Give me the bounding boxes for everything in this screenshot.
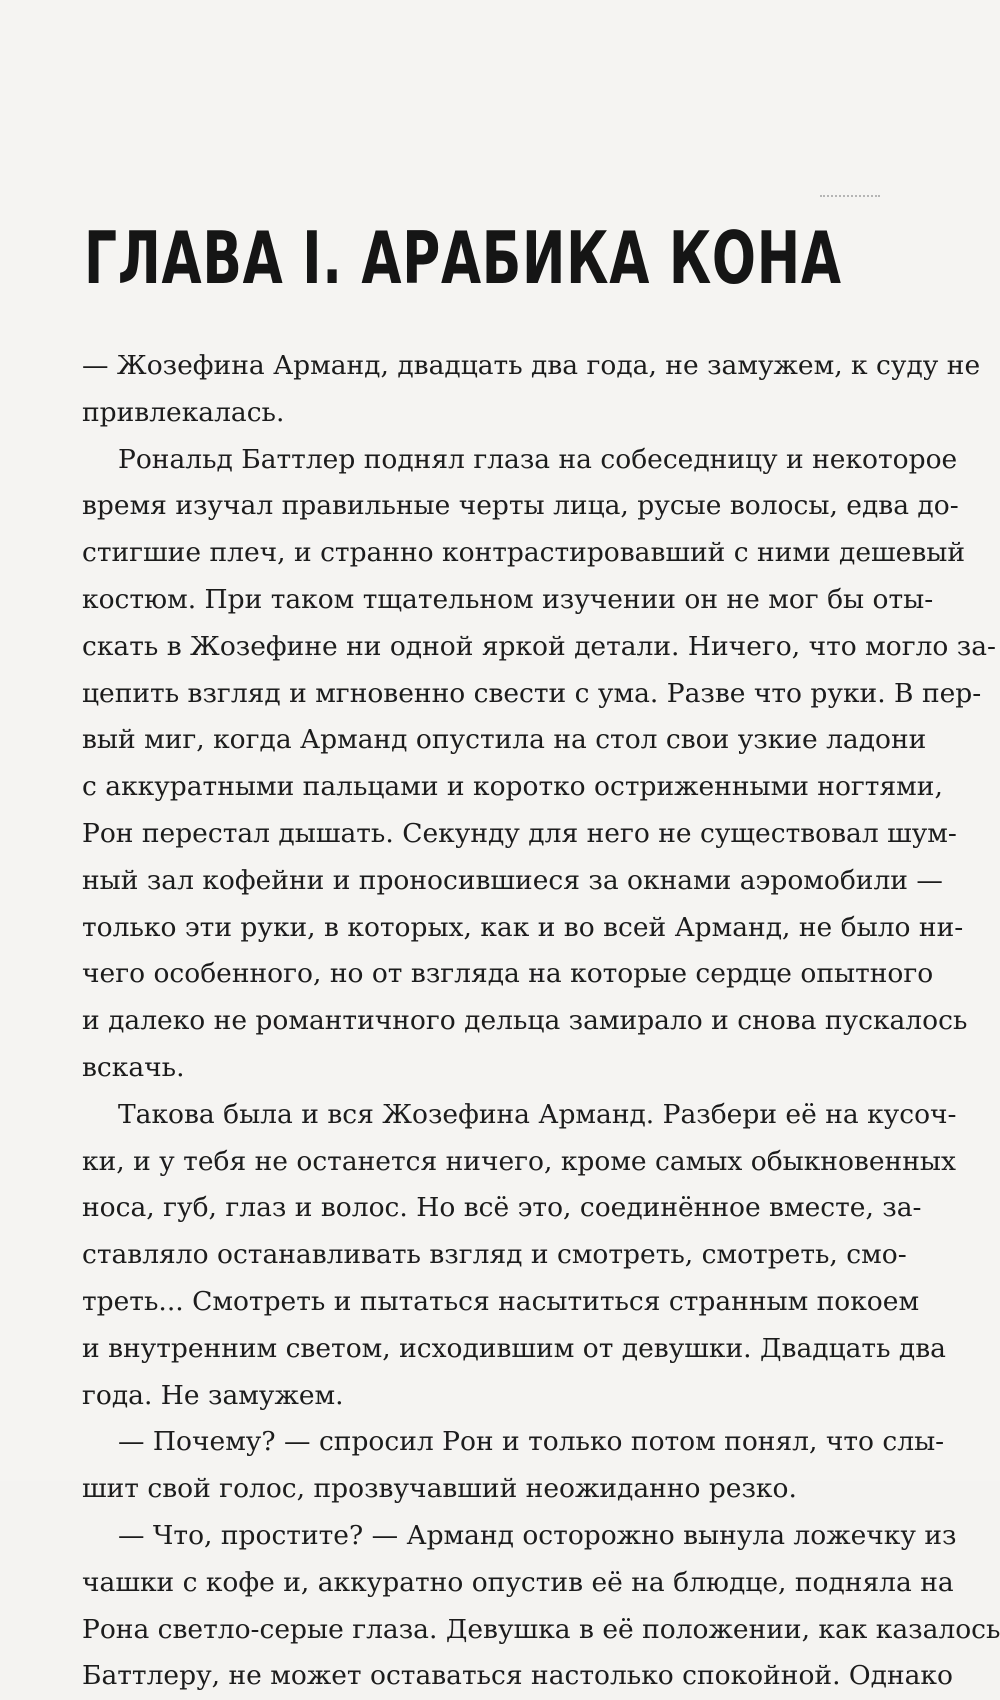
text-line: Рона светло-серые глаза. Девушка в её положении, как казалось [82, 1613, 1000, 1645]
text-line: года. Не замужем. [82, 1379, 344, 1411]
text-line: привлекалась. [82, 396, 285, 428]
text-line: Такова была и вся Жозефина Арманд. Разбери её на кусоч- [118, 1098, 957, 1130]
text-line: Баттлеру, не может оставаться настолько спокойной. Однако [82, 1660, 953, 1692]
text-line: вскачь. [82, 1051, 185, 1083]
text-line: ки, и у тебя не останется ничего, кроме самых обыкновенных [82, 1145, 956, 1177]
chapter-body [82, 343, 1000, 1700]
text-line: носа, губ, глаз и волос. Но всё это, соединённое вместе, за- [82, 1192, 922, 1224]
text-line: вый миг, когда Арманд опустила на стол свои узкие ладони [82, 724, 927, 756]
text-line: чашки с кофе и, аккуратно опустив её на блюдце, подняла на [82, 1566, 954, 1598]
text-line: только эти руки, в которых, как и во всей Арманд, не было ни- [82, 911, 964, 943]
text-line: и далеко не романтичного дельца замирало и снова пускалось [82, 1005, 968, 1037]
text-line: стигшие плеч, и странно контрастировавший с ними дешевый [82, 537, 966, 569]
text-line: шит свой голос, прозвучавший неожиданно резко. [82, 1473, 797, 1505]
chapter-title: ГЛАВА I. АРАБИКА КОНА [84, 216, 842, 300]
decorative-dots [820, 195, 880, 199]
text-line: треть... Смотреть и пытаться насытиться странным покоем [82, 1285, 920, 1317]
text-line: — Что, простите? — Арманд осторожно вынула ложечку из [118, 1519, 957, 1551]
text-line: — Жозефина Арманд, двадцать два года, не замужем, к суду не [82, 350, 981, 381]
text-line: ный зал кофейни и проносившиеся за окнами аэромобили — [82, 864, 943, 896]
text-line: и внутренним светом, исходившим от девушки. Двадцать два [82, 1332, 946, 1364]
text-line: костюм. При таком тщательном изучении он не мог бы оты- [82, 583, 934, 615]
text-line: Рон перестал дышать. Секунду для него не существовал шум- [82, 817, 957, 849]
text-line: скать в Жозефине ни одной яркой детали. Ничего, что могло за- [82, 630, 996, 662]
text-line: цепить взгляд и мгновенно свести с ума. Разве что руки. В пер- [82, 677, 982, 709]
text-line: — Почему? — спросил Рон и только потом понял, что слы- [118, 1426, 945, 1458]
paragraph [82, 343, 981, 437]
text-line: чего особенного, но от взгляда на которые сердце опытного [82, 958, 934, 990]
text-line: время изучал правильные черты лица, русые волосы, едва до- [82, 490, 959, 522]
text-line: Рональд Баттлер поднял глаза на собеседницу и некоторое [118, 443, 958, 475]
paragraph [82, 1513, 1000, 1700]
paragraph [82, 1419, 945, 1513]
paragraph [82, 437, 996, 1092]
text-line: с аккуратными пальцами и коротко остриженными ногтями, [82, 771, 943, 803]
paragraph [82, 1092, 957, 1420]
text-line: ставляло останавливать взгляд и смотреть, смотреть, смо- [82, 1239, 907, 1271]
